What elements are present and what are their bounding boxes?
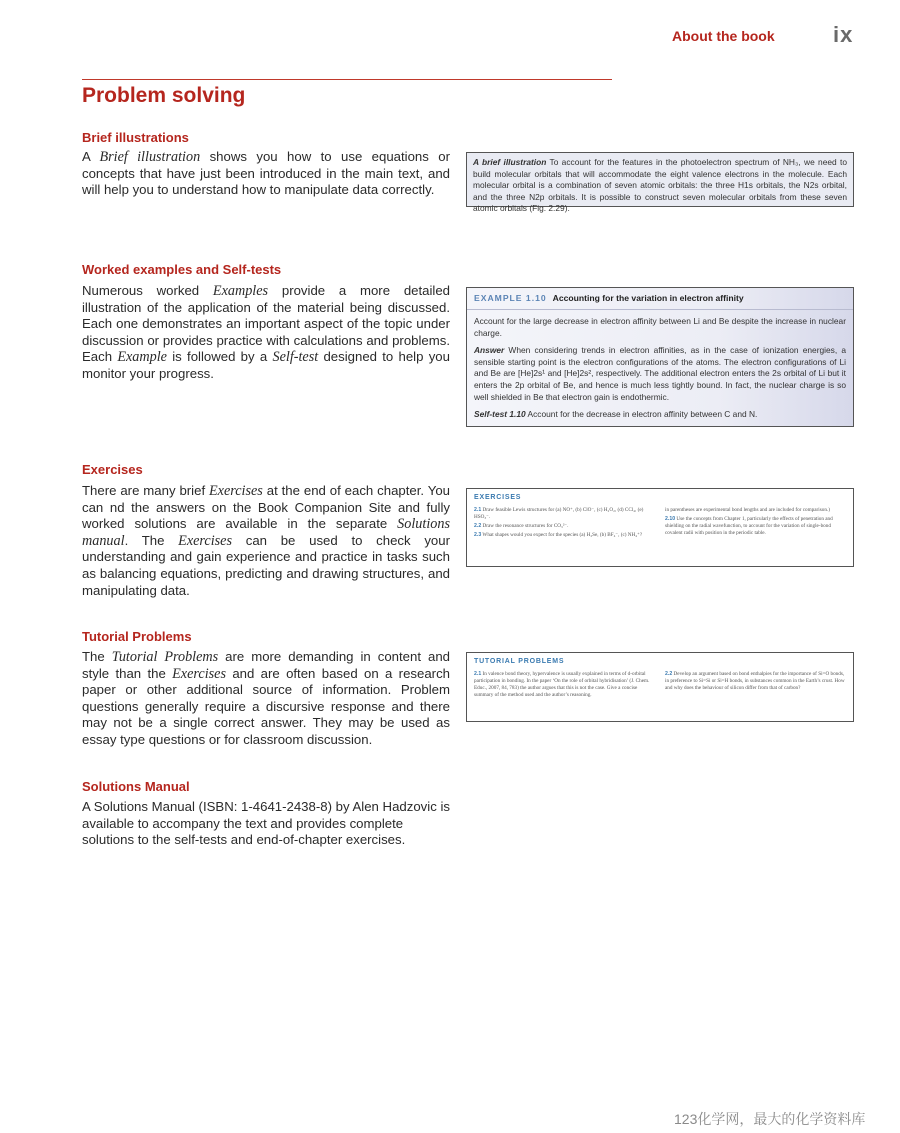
tutorial-problems-heading: Tutorial Problems — [82, 629, 192, 644]
tutorial-right-column — [665, 671, 846, 701]
exercise-item: 2.3 What shapes would you expect for the species (a) H₂Se, (b) BF₄⁻, (c) NH₄⁺? — [474, 532, 643, 538]
page-title: Problem solving — [82, 84, 246, 107]
exercises-sample — [466, 488, 854, 567]
brief-illustration-body: To account for the features in the photoelectron spectrum of NH₃, we need to build molecular orbitals that will accommodate the eight valence electrons in the molecule. Each molecular orbital is a combination of seven atomic orbitals: the three H1s orbitals, the N2s orbital, and the three N2p orbitals. It is possible to construct seven molecular orbitals from these seven atomic orbitals (Fig. 2.29). — [473, 157, 847, 214]
tutorial-item: 2.2 Develop an argument based on bond enthalpies for the importance of Si=O bonds, in preference to Si=Si or Si=H bonds, in substances common in the Earth’s crust. How and why does the behaviour of silicon differ from that of carbon? — [665, 671, 845, 691]
example-header — [467, 288, 853, 310]
tutorial-problems-text: The Tutorial Problems are more demanding in content and style than the Exercises and are often based on a research paper or other additional source of information. Problem questions generally require a discursive response and there may not be a single correct answer. They may be used as essay type questions or for classroom discussion. — [82, 649, 451, 747]
exercises-sample-heading: EXERCISES — [474, 494, 522, 501]
tutorial-left-column — [474, 671, 655, 701]
worked-examples-text: Numerous worked Examples provide a more detailed illustration of the application of the material being discussed. Each one demonstrates an important aspect of the topic under discussion or provides practice with calculations and problems. Each Example is followed by a Self-test designed to help you monitor your progress. — [82, 283, 451, 381]
solutions-manual-text: A Solutions Manual (ISBN: 1-4641-2438-8) by Alen Hadzovic is available to accompany the text and provides complete solutions to the self-tests and end-of-chapter exercises. — [82, 799, 450, 848]
example-self-test: Self-test 1.10 Account for the decrease in electron affinity between C and N. — [474, 409, 758, 420]
running-head: About the book — [672, 28, 775, 44]
example-question: Account for the large decrease in electron affinity between Li and Be despite the increase in nuclear charge. — [474, 316, 846, 338]
top-rule — [82, 79, 612, 80]
exercise-item: 2.2 Draw the resonance structures for CO₃²⁻. — [474, 523, 569, 529]
example-sample — [466, 287, 854, 427]
exercises-heading: Exercises — [82, 462, 143, 477]
exercise-item: in parentheses are experimental bond lengths and are included for comparison.) — [665, 507, 830, 513]
exercise-item: 2.1 Draw feasible Lewis structures for (a) NO⁺, (b) ClO⁻, (c) H₂O₂, (d) CCl₄, (e) HSO₃⁻. — [474, 507, 644, 520]
example-number: EXAMPLE 1.10 — [474, 293, 547, 303]
example-title: Accounting for the variation in electron affinity — [552, 293, 744, 303]
brief-illustrations-heading: Brief illustrations — [82, 130, 189, 145]
page-number: ix — [833, 22, 854, 47]
tutorial-problems-sample — [466, 652, 854, 722]
worked-examples-heading: Worked examples and Self-tests — [82, 262, 282, 277]
exercises-right-column — [665, 507, 846, 541]
brief-illustration-sample — [466, 152, 854, 214]
example-answer: Answer When considering trends in electron affinities, as in the case of ionization energies, a sensible starting point is the electron configurations of the atoms. The electron configurations of Li and Be are [He]2s¹ and [He]2s², respectively. The additional electron enters the 2s orbital of Li but it enters the 2p orbital of Be, and hence is much less tightly bound. In fact, the nuclear charge is so well shielded in Be that electron gain is endothermic. — [474, 345, 846, 402]
brief-illustration-lead: A brief illustration — [473, 157, 547, 167]
solutions-manual-heading: Solutions Manual — [82, 779, 190, 794]
tutorial-item: 2.1 In valence bond theory, hypervalence is usually explained in terms of d-orbital participation in bonding. In the paper ‘On the role of orbital hybridisation’ (J. Chem. Educ., 2007, 84, 783) the author argues that this is not the case. Give a concise summary of the method used and the author’s reasoning. — [474, 671, 650, 698]
tutorial-sample-heading: TUTORIAL PROBLEMS — [474, 658, 565, 665]
exercises-left-column — [474, 507, 655, 541]
exercises-text: There are many brief Exercises at the end of each chapter. You can nd the answers on the Book Companion Site and fully worked solutions are available in the separate Solutions manual. The Exercises can be used to check your understanding and gain experience and practice in tasks such as balancing equations, predicting and drawing structures, and manipulating data. — [82, 483, 450, 598]
exercise-item: 2.10 Use the concepts from Chapter 1, particularly the effects of penetration and shielding on the radial wavefunction, to account for the variation of single-bond covalent radii with position in the periodic table. — [665, 516, 833, 536]
watermark: 123化学网，最大的化学资料库 — [674, 1111, 866, 1127]
brief-illustrations-text: A Brief illustration shows you how to use equations or concepts that have just been introduced in the main text, and will help you to understand how to manipulate data correctly. — [82, 149, 450, 198]
